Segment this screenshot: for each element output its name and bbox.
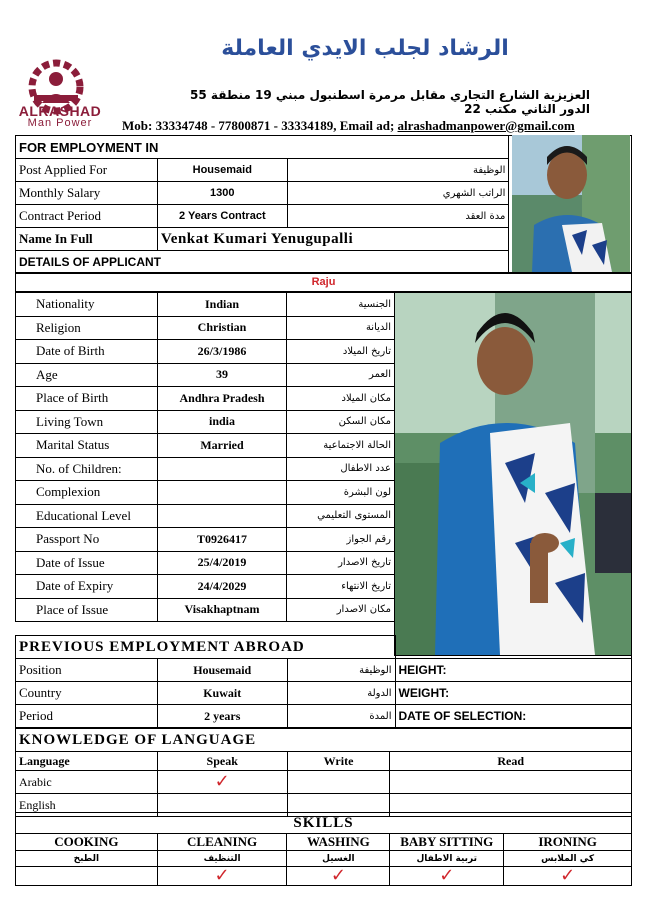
detail-arabic: العمر [287, 363, 395, 387]
detail-value [157, 481, 287, 505]
employment-title: FOR EMPLOYMENT IN [16, 136, 509, 159]
detail-label: Date of Expiry [16, 575, 158, 599]
detail-label: Nationality [16, 293, 158, 317]
logo-name: ALRASHAD [18, 103, 102, 119]
detail-value [157, 457, 287, 481]
language-title: KNOWLEDGE OF LANGUAGE [16, 729, 632, 752]
detail-row [16, 598, 395, 622]
skill-arabic: الطبخ [16, 851, 158, 867]
detail-row [16, 551, 395, 575]
detail-label: Religion [16, 316, 158, 340]
salary-label: Monthly Salary [16, 182, 158, 205]
speak-mark: ✓ [157, 771, 287, 794]
detail-arabic: الجنسية [287, 293, 395, 317]
detail-row [16, 410, 395, 434]
large-applicant-photo [394, 292, 632, 656]
detail-arabic: رقم الجواز [287, 528, 395, 552]
detail-label: Date of Issue [16, 551, 158, 575]
detail-arabic: المستوى التعليمي [287, 504, 395, 528]
details-table [15, 292, 395, 622]
post-label: Post Applied For [16, 159, 158, 182]
skill-name: IRONING [504, 834, 632, 851]
skill-name: CLEANING [157, 834, 287, 851]
previous-label: Period [16, 705, 158, 728]
read-mark [390, 771, 632, 794]
language-name: Arabic [16, 771, 158, 794]
previous-extra: WEIGHT: [395, 682, 631, 705]
detail-label: Place of Issue [16, 598, 158, 622]
detail-value: india [157, 410, 287, 434]
logo-subtitle: Man Power [27, 117, 93, 129]
detail-value: 24/4/2029 [157, 575, 287, 599]
detail-arabic: الديانة [287, 316, 395, 340]
language-header: Read [390, 752, 632, 771]
skill-check: ✓ [287, 867, 390, 886]
detail-label: No. of Children: [16, 457, 158, 481]
detail-value: 39 [157, 363, 287, 387]
detail-row [16, 504, 395, 528]
detail-arabic: تاريخ الميلاد [287, 340, 395, 364]
company-name-arabic: الرشاد لجلب الايدي العاملة [221, 36, 509, 61]
detail-label: Passport No [16, 528, 158, 552]
post-value: Housemaid [157, 159, 287, 182]
language-row [16, 771, 632, 794]
detail-label: Educational Level [16, 504, 158, 528]
previous-row [16, 682, 632, 705]
details-title: DETAILS OF APPLICANT [16, 251, 509, 274]
skill-arabic: التنظيف [157, 851, 287, 867]
skill-name: BABY SITTING [390, 834, 504, 851]
previous-extra: HEIGHT: [395, 659, 631, 682]
detail-label: Living Town [16, 410, 158, 434]
detail-arabic: مكان الاصدار [287, 598, 395, 622]
detail-value: Visakhaptnam [157, 598, 287, 622]
detail-value: 25/4/2019 [157, 551, 287, 575]
detail-value: 26/3/1986 [157, 340, 287, 364]
mobile-numbers: Mob: 33334748 - 77800871 - 33334189, Email ad; [122, 118, 395, 133]
skills-title: SKILLS [16, 813, 632, 834]
previous-arabic: المدة [287, 705, 395, 728]
name-label: Name In Full [16, 228, 158, 251]
detail-label: Place of Birth [16, 387, 158, 411]
previous-employment-table [15, 635, 632, 728]
skill-arabic: الغسيل [287, 851, 390, 867]
skill-check: ✓ [157, 867, 287, 886]
email-address: alrashadmanpower@gmail.com [397, 118, 575, 133]
detail-row [16, 387, 395, 411]
language-header: Write [287, 752, 390, 771]
skill-arabic: تربية الاطفال [390, 851, 504, 867]
company-address-arabic: العزيزية الشارع التجاري مقابل مرمرة اسطنبول مبني 19 منطقة 55 الدور الثاني مكتب 22 [190, 88, 590, 116]
agent-row [15, 272, 632, 292]
detail-row [16, 293, 395, 317]
language-header: Speak [157, 752, 287, 771]
detail-row [16, 528, 395, 552]
detail-arabic: لون البشرة [287, 481, 395, 505]
previous-extra: DATE OF SELECTION: [395, 705, 631, 728]
skills-table [15, 812, 632, 886]
agent-name: Raju [16, 273, 632, 292]
detail-label: Age [16, 363, 158, 387]
skill-name: WASHING [287, 834, 390, 851]
detail-row [16, 316, 395, 340]
contract-value: 2 Years Contract [157, 205, 287, 228]
detail-label: Date of Birth [16, 340, 158, 364]
previous-row [16, 659, 632, 682]
write-mark [287, 771, 390, 794]
contact-line [122, 118, 634, 134]
small-applicant-photo [512, 135, 630, 272]
detail-row [16, 575, 395, 599]
skill-check: ✓ [390, 867, 504, 886]
skill-check [16, 867, 158, 886]
detail-row [16, 363, 395, 387]
previous-arabic: الدولة [287, 682, 395, 705]
detail-arabic: عدد الاطفال [287, 457, 395, 481]
contract-arabic: مدة العقد [287, 205, 509, 228]
detail-arabic: مكان الميلاد [287, 387, 395, 411]
detail-arabic: مكان السكن [287, 410, 395, 434]
skill-check: ✓ [504, 867, 632, 886]
detail-row [16, 457, 395, 481]
name-value: Venkat Kumari Yenugupalli [157, 228, 509, 251]
detail-row [16, 434, 395, 458]
detail-value: Andhra Pradesh [157, 387, 287, 411]
salary-arabic: الراتب الشهري [287, 182, 509, 205]
previous-value: 2 years [157, 705, 287, 728]
previous-row [16, 705, 632, 728]
salary-value: 1300 [157, 182, 287, 205]
language-table [15, 728, 632, 817]
detail-value: Christian [157, 316, 287, 340]
previous-value: Kuwait [157, 682, 287, 705]
previous-label: Country [16, 682, 158, 705]
previous-title: PREVIOUS EMPLOYMENT ABROAD [16, 636, 396, 659]
skill-name: COOKING [16, 834, 158, 851]
previous-label: Position [16, 659, 158, 682]
detail-label: Complexion [16, 481, 158, 505]
detail-label: Marital Status [16, 434, 158, 458]
detail-row [16, 340, 395, 364]
detail-arabic: الحالة الاجتماعية [287, 434, 395, 458]
contract-label: Contract Period [16, 205, 158, 228]
previous-title-blank [395, 636, 631, 659]
detail-value [157, 504, 287, 528]
detail-row [16, 481, 395, 505]
language-header: Language [16, 752, 158, 771]
skill-arabic: كي الملابس [504, 851, 632, 867]
detail-value: Married [157, 434, 287, 458]
language-name: English [16, 794, 158, 817]
detail-arabic: تاريخ الانتهاء [287, 575, 395, 599]
previous-value: Housemaid [157, 659, 287, 682]
previous-arabic: الوظيفة [287, 659, 395, 682]
detail-arabic: تاريخ الاصدار [287, 551, 395, 575]
post-arabic: الوظيفة [287, 159, 509, 182]
detail-value: Indian [157, 293, 287, 317]
detail-value: T0926417 [157, 528, 287, 552]
